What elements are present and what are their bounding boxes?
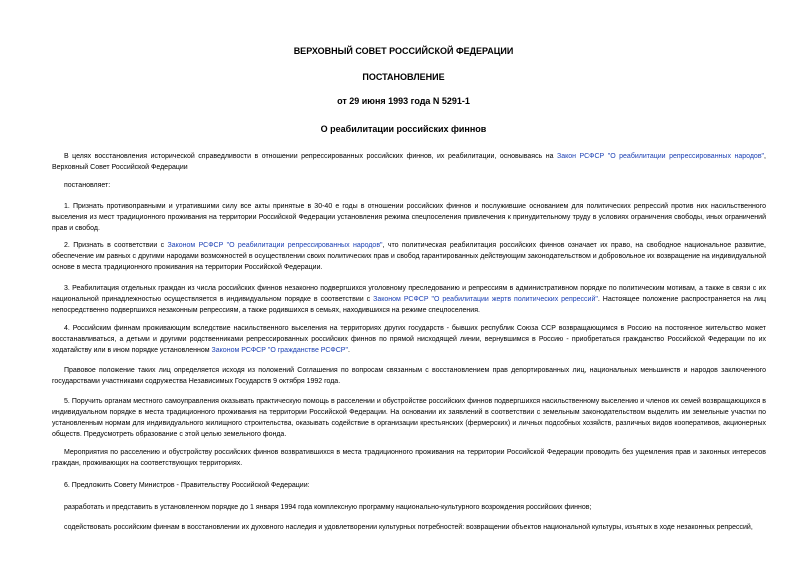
clause-4-text-a: 4. Российским финнам проживающим вследствие насильственного выселения на территориях других государств - бывших республик Союза ССР возвращающимся в Россию на постоянное жительство может восстанавливаться, а детьми и другими родственниками репрессированных российских финнов по прямой нисходящей линии, вернувшимся в Россию - приобретаться гражданство Российской Федерации по их ходатайству или в ином порядке установленном (52, 325, 766, 354)
clause-3-text-b: . Настоящее положение распространяется на лиц непосредственно подвергшихся незаконным репрессиям, а также родившихся в семьях, находившихся на режиме спецпоселения. (52, 296, 766, 314)
clause-1-paragraph: 1. Признать противоправными и утратившими силу все акты принятые в 30-40 е годы в отношении российских финнов и послужившие основанием для политических репрессий против них насильственного выселения из мест традиционного проживания на территории Российской Федерации установления режима спецпоселения привлечения к принудительному труду в условиях ограничения свободы, иных ограничений прав и свобод. (52, 203, 766, 232)
document-title: О реабилитации российских финнов (320, 124, 487, 134)
resolves-paragraph: постановляет: (64, 182, 111, 189)
clause-6-paragraph: 6. Предложить Совету Министров - Правительству Российской Федерации: (64, 482, 310, 489)
issuing-body: ВЕРХОВНЫЙ СОВЕТ РОССИЙСКОЙ ФЕДЕРАЦИИ (293, 46, 514, 56)
clause-4-text-b: . (347, 347, 350, 354)
law-link-political-repression-victims[interactable]: Законом РСФСР "О реабилитации жертв политических репрессий" (373, 296, 598, 303)
clause-6-item-culture: содействовать российским финнам в восстановлении их духовного наследия и удовлетворении культурных потребностей: возвращении объектов национальной культуры, изъятых в ходе незаконных репрессий, (64, 524, 753, 531)
clause-2-paragraph (52, 240, 766, 273)
clause-4-paragraph (52, 323, 766, 356)
legal-status-paragraph: Правовое положение таких лиц определяется исходя из положений Соглашения по вопросам связанным с восстановлением прав депортированных лиц, национальных меньшинств и народов заключенного государствами участниками содружества Независимых Государств 9 октября 1992 года. (52, 367, 766, 385)
law-link-citizenship[interactable]: Законом РСФСР "О гражданстве РСФСР" (211, 347, 348, 354)
law-link-repressed-peoples-2[interactable]: Законом РСФСР "О реабилитации репрессированных народов" (167, 242, 383, 249)
law-link-repressed-peoples[interactable]: Закон РСФСР "О реабилитации репрессированных народов" (556, 153, 765, 160)
resettlement-paragraph: Мероприятия по расселению и обустройству российских финнов возвратившихся в места традиционного проживания на территории Российской Федерации проводить без ущемления прав и законных интересов граждан, проживающих на соответствующих территориях. (52, 449, 766, 467)
clause-6-item-program: разработать и представить в установленном порядке до 1 января 1994 года комплексную программу национально-культурного возрождения российских финнов; (64, 504, 592, 511)
preamble-text-b: , Верховный Совет Российской Федерации (52, 153, 766, 171)
clause-2-text-b: , что политическая реабилитация российских финнов означает их право, на свободное национальное развитие, обеспечение им равных с другими народами возможностей в осуществлении своих политических прав и свобод гарантированных действующим законодательством и добровольное их возвращение на индивидуальной основе в места традиционного проживания на территории Российской Федерации. (52, 242, 767, 271)
clause-5-paragraph: 5. Поручить органам местного самоуправления оказывать практическую помощь в расселении и обустройстве российских финнов подвергшихся насильственному выселению и членов их семей возвращающихся в индивидуальном порядке в места традиционного проживания на территории Российской Федерации. На основании их заявлений в соответствии с земельным законодательством выделить им земельные участки по установленным нормам для индивидуального жилищного строительства, оказывать содействие в организации крестьянских (фермерских) и личных подсобных хозяйств, различных видов кооперативов, акционерных обществ. Предусмотреть образование с этой целью земельного фонда. (52, 398, 766, 438)
preamble-paragraph (52, 151, 766, 173)
clause-3-paragraph (52, 283, 766, 316)
clause-3-text-a: 3. Реабилитация отдельных граждан из числа российских финнов незаконно подвергшихся уголовному преследованию и репрессиям в административном порядке по политическим мотивам, а также в связи с их национальной принадлежностью осуществляется в индивидуальном порядке в соответствии с (52, 285, 766, 303)
document-type: ПОСТАНОВЛЕНИЕ (362, 72, 445, 82)
document-date-number: от 29 июня 1993 года N 5291-1 (337, 96, 470, 106)
clause-2-text-a: 2. Признать в соответствии с (64, 242, 168, 249)
preamble-text-a: В целях восстановления исторической справедливости в отношении репрессированных российских финнов, их реабилитации, основываясь на (64, 153, 557, 160)
